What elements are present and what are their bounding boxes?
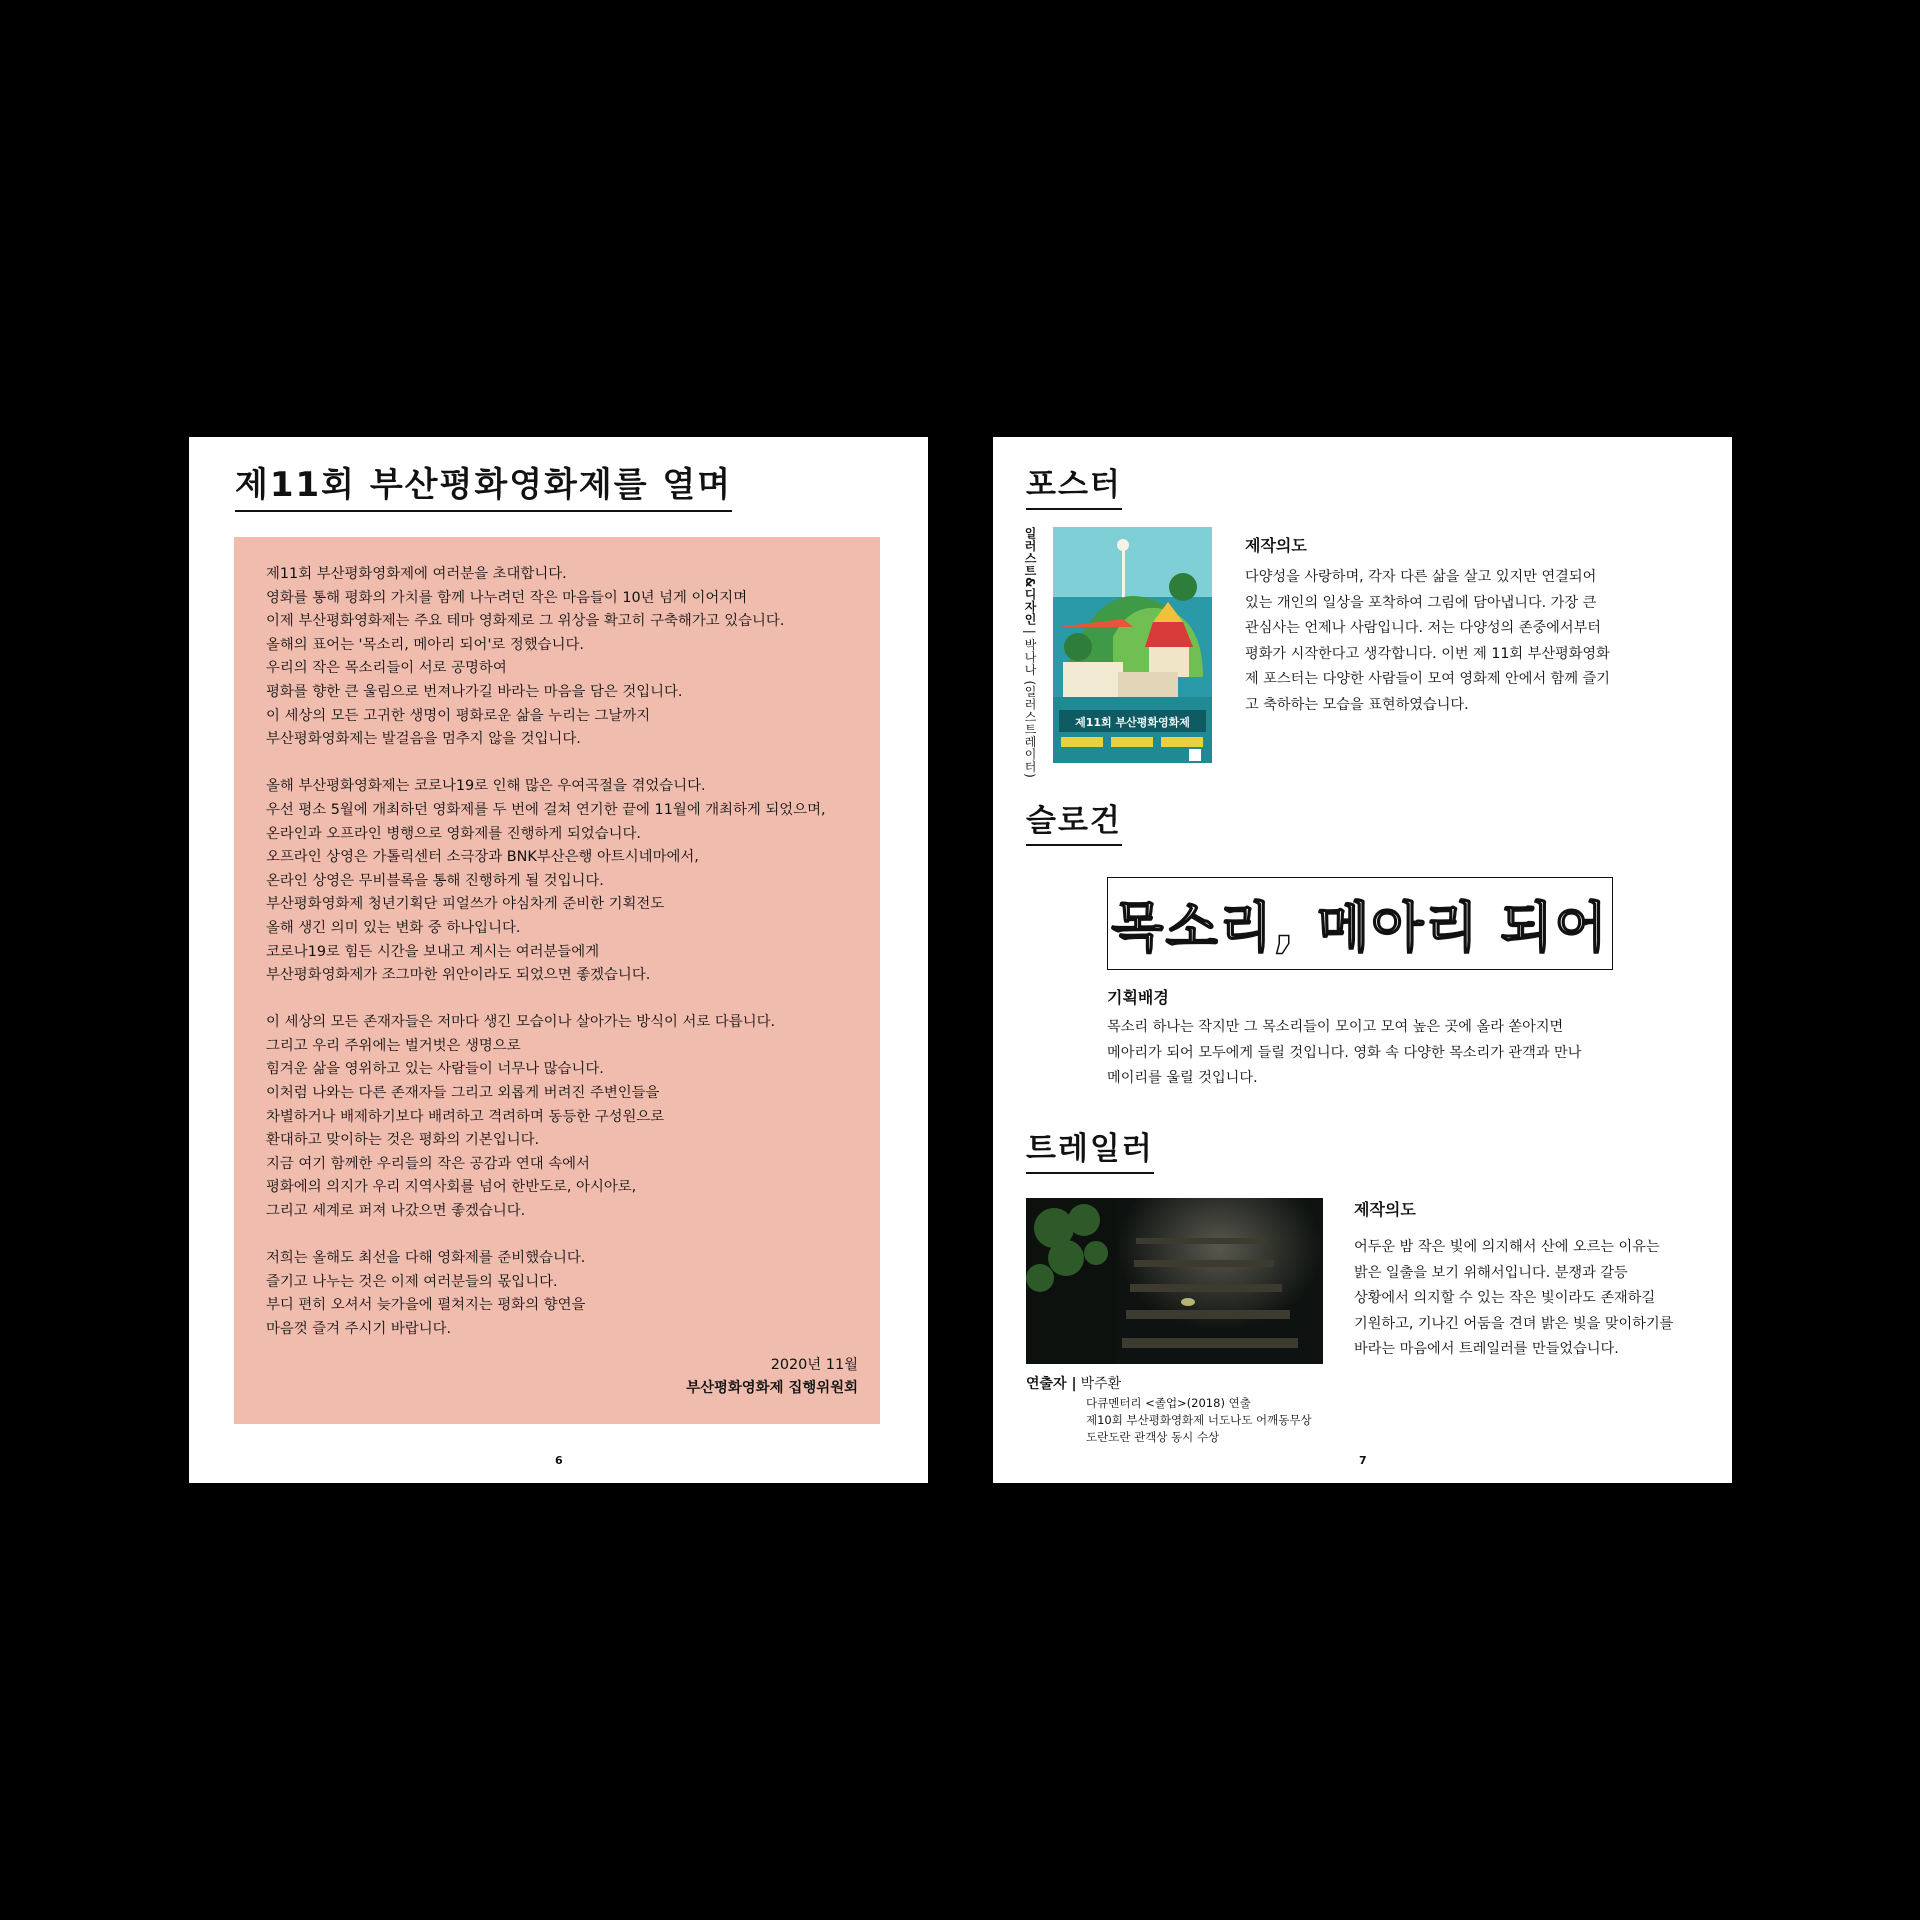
director-name: 박주환 bbox=[1080, 1376, 1122, 1392]
poster-credit bbox=[1013, 527, 1039, 779]
background-text bbox=[1107, 1015, 1622, 1092]
letter-organization: 부산평화영화제 집행위원회 bbox=[686, 1380, 858, 1396]
slogan-text: 목소리, 메아리 되어 bbox=[1111, 896, 1609, 959]
page-title: 제11회 부산평화영화제를 열며 bbox=[235, 457, 732, 512]
text-line: 그리고 세계로 퍼져 나갔으면 좋겠습니다. bbox=[266, 1203, 526, 1220]
text-line: 제11회 부산평화영화제에 여러분을 초대합니다. bbox=[266, 566, 567, 582]
festival-poster-image bbox=[1053, 527, 1212, 763]
text-line: 올해의 표어는 '목소리, 메아리 되어'로 정했습니다. bbox=[266, 636, 584, 653]
text-line: 온라인과 오프라인 병행으로 영화제를 진행하게 되었습니다. bbox=[266, 825, 641, 842]
trailer-intent-text bbox=[1354, 1235, 1699, 1363]
text-line: 우선 평소 5월에 개최하던 영화제를 두 번에 걸쳐 연기한 끝에 11월에 개최하게 되었으며, bbox=[266, 801, 826, 818]
text-line: 다큐멘터리 <졸업>(2018) 연출 bbox=[1086, 1396, 1251, 1410]
text-line: 힘겨운 삶을 영위하고 있는 사람들이 너무나 많습니다. bbox=[266, 1061, 604, 1078]
text-line: 어두운 밤 작은 빛에 의지해서 산에 오르는 이유는 bbox=[1354, 1239, 1660, 1255]
text-line: 부산평화영화제 청년기획단 피얼쓰가 야심차게 준비한 기획전도 bbox=[266, 896, 665, 913]
text-line: 있는 개인의 일상을 포착하여 그림에 담아냅니다. 가장 큰 bbox=[1245, 594, 1597, 611]
right-page bbox=[993, 437, 1732, 1483]
text-line: 그리고 우리 주위에는 벌거벗은 생명으로 bbox=[266, 1037, 521, 1054]
text-line: 즐기고 나누는 것은 이제 여러분들의 몫입니다. bbox=[266, 1273, 558, 1290]
director-credit bbox=[1026, 1375, 1121, 1393]
text-line: 제10회 부산평화영화제 너도나도 어깨동무상 bbox=[1086, 1413, 1312, 1427]
text-line: 환대하고 맞이하는 것은 평화의 기본입니다. bbox=[266, 1132, 540, 1149]
text-line: 마음껏 즐겨 주시기 바랍니다. bbox=[266, 1321, 452, 1337]
letter-paragraph-4 bbox=[266, 1247, 850, 1341]
text-line: 도란도란 관객상 동시 수상 bbox=[1086, 1430, 1220, 1444]
text-line: 온라인 상영은 무비블록을 통해 진행하게 될 것입니다. bbox=[266, 872, 604, 889]
text-line: 오프라인 상영은 가톨릭센터 소극장과 BNK부산은행 아트시네마에서, bbox=[266, 849, 699, 866]
trailer-still-image bbox=[1026, 1198, 1323, 1364]
left-page bbox=[189, 437, 928, 1483]
director-label: 연출자 | bbox=[1026, 1376, 1077, 1392]
text-line: 이 세상의 모든 존재자들은 저마다 생긴 모습이나 살아가는 방식이 서로 다릅니다. bbox=[266, 1014, 776, 1031]
text-line: 메아리가 되어 모두에게 들릴 것입니다. 영화 속 다양한 목소리가 관객과 만나 bbox=[1107, 1044, 1582, 1061]
trailer-illustration bbox=[1026, 1198, 1323, 1364]
text-line: 밝은 일출을 보기 위해서입니다. 분쟁과 갈등 bbox=[1354, 1264, 1628, 1281]
director-notes bbox=[1086, 1395, 1312, 1446]
slogan-heading: 슬로건 bbox=[1026, 795, 1122, 846]
trailer-heading: 트레일러 bbox=[1026, 1123, 1154, 1174]
text-line: 평화에의 의지가 우리 지역사회를 넘어 한반도로, 아시아로, bbox=[266, 1179, 637, 1196]
text-line: 평화를 향한 큰 울림으로 번져나가길 바라는 마음을 담은 것입니다. bbox=[266, 683, 683, 700]
text-line: 영화를 통해 평화의 가치를 함께 나누려던 작은 마음들이 10년 넘게 이어지며 bbox=[266, 589, 748, 606]
text-line: 다양성을 사랑하며, 각자 다른 삶을 살고 있지만 연결되어 bbox=[1245, 569, 1597, 585]
letter-signature bbox=[686, 1354, 858, 1400]
poster-title: 제11회 부산평화영화제 bbox=[1075, 716, 1190, 729]
text-line: 바라는 마음에서 트레일러를 만들었습니다. bbox=[1354, 1341, 1619, 1358]
text-line: 메이리를 울릴 것입니다. bbox=[1107, 1070, 1258, 1087]
poster-intent-heading: 제작의도 bbox=[1245, 536, 1307, 555]
letter-paragraph-2 bbox=[266, 775, 850, 987]
background-heading: 기획배경 bbox=[1107, 988, 1169, 1007]
text-line: 이처럼 나와는 다른 존재자들 그리고 외롭게 버려진 주변인들을 bbox=[266, 1085, 660, 1102]
poster-intent-text bbox=[1245, 565, 1645, 719]
text-line: 부디 편히 오셔서 늦가을에 펼쳐지는 평화의 향연을 bbox=[266, 1297, 586, 1314]
text-line: 올해 생긴 의미 있는 변화 중 하나입니다. bbox=[266, 919, 521, 936]
text-line: 부산평화영화제는 발걸음을 멈추지 않을 것입니다. bbox=[266, 731, 581, 748]
text-line: 이제 부산평화영화제는 주요 테마 영화제로 그 위상을 확고히 구축해가고 있습니다. bbox=[266, 613, 785, 630]
letter-paragraph-1 bbox=[266, 563, 850, 752]
credit-name: | 박나나 (일러스트레이터) bbox=[1023, 629, 1037, 779]
text-line: 지금 여기 함께한 우리들의 작은 공감과 연대 속에서 bbox=[266, 1155, 590, 1172]
text-line: 상황에서 의지할 수 있는 작은 빛이라도 존재하길 bbox=[1354, 1290, 1656, 1307]
poster-illustration bbox=[1053, 527, 1212, 763]
text-line: 올해 부산평화영화제는 코로나19로 인해 많은 우여곡절을 겪었습니다. bbox=[266, 778, 706, 795]
text-line: 우리의 작은 목소리들이 서로 공명하여 bbox=[266, 660, 507, 677]
text-line: 제 포스터는 다양한 사람들이 모여 영화제 안에서 함께 즐기 bbox=[1245, 671, 1611, 688]
text-line: 목소리 하나는 작지만 그 목소리들이 모이고 모여 높은 곳에 올라 쏟아지면 bbox=[1107, 1019, 1564, 1035]
welcome-letter-box bbox=[234, 537, 880, 1424]
slogan-box bbox=[1107, 877, 1613, 970]
text-line: 부산평화영화제가 조그마한 위안이라도 되었으면 좋겠습니다. bbox=[266, 967, 651, 984]
page-number: 6 bbox=[555, 1454, 563, 1467]
text-line: 관심사는 언제나 사람입니다. 저는 다양성의 존중에서부터 bbox=[1245, 620, 1601, 637]
poster-heading: 포스터 bbox=[1026, 459, 1122, 510]
text-line: 기원하고, 기나긴 어둠을 견뎌 밝은 빛을 맞이하기를 bbox=[1354, 1315, 1674, 1332]
letter-date: 2020년 11월 bbox=[770, 1357, 858, 1373]
text-line: 코로나19로 힘든 시간을 보내고 계시는 여러분들에게 bbox=[266, 943, 600, 960]
credit-role: 일러스트&디자인 bbox=[1023, 527, 1037, 626]
text-line: 이 세상의 모든 고귀한 생명이 평화로운 삶을 누리는 그날까지 bbox=[266, 707, 651, 724]
text-line: 차별하거나 배제하기보다 배려하고 격려하며 동등한 구성원으로 bbox=[266, 1108, 665, 1125]
text-line: 저희는 올해도 최선을 다해 영화제를 준비했습니다. bbox=[266, 1250, 586, 1267]
text-line: 고 축하하는 모습을 표현하였습니다. bbox=[1245, 696, 1469, 713]
page-number: 7 bbox=[1359, 1454, 1367, 1467]
text-line: 평화가 시작한다고 생각합니다. 이번 제 11회 부산평화영화 bbox=[1245, 645, 1610, 662]
trailer-intent-heading: 제작의도 bbox=[1354, 1200, 1416, 1219]
letter-paragraph-3 bbox=[266, 1011, 850, 1223]
